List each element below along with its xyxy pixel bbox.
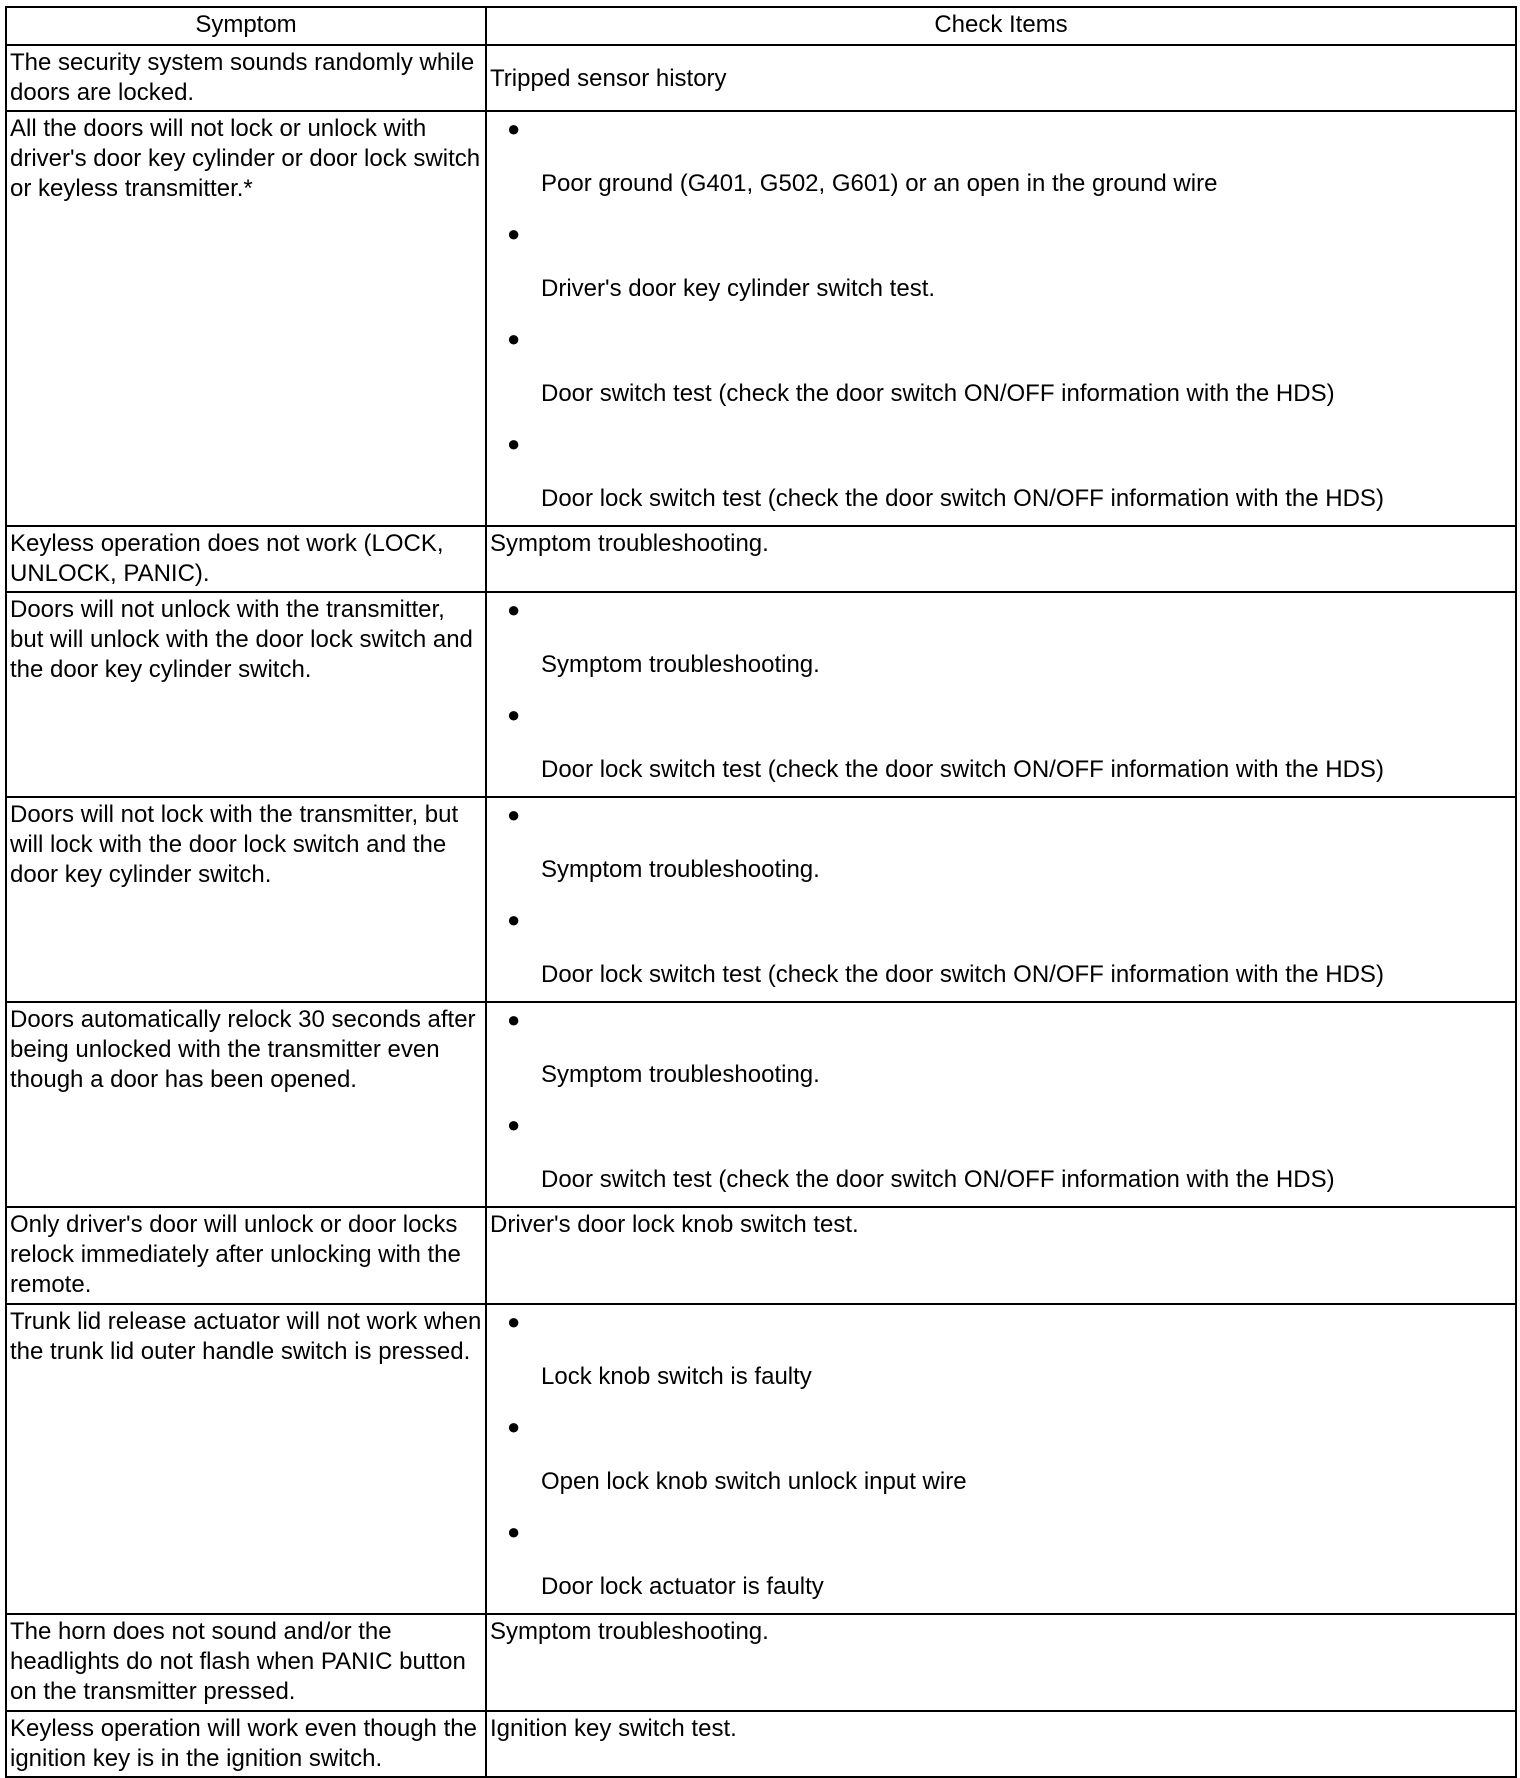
table-row bbox=[6, 592, 1516, 797]
list-item bbox=[490, 1412, 1512, 1517]
check-cell: Tripped sensor history bbox=[486, 45, 1516, 111]
symptom-cell: The horn does not sound and/or the headlights do not flash when PANIC button on the transmitter pressed. bbox=[6, 1614, 486, 1711]
bullet-icon: ● bbox=[507, 907, 521, 932]
check-bullet-list bbox=[490, 1005, 1512, 1206]
check-item-text: Door lock actuator is faulty bbox=[541, 1573, 824, 1600]
check-item-text: Driver's door key cylinder switch test. bbox=[541, 275, 936, 302]
bullet-icon: ● bbox=[507, 597, 521, 622]
table-row bbox=[6, 1207, 1516, 1304]
symptom-cell: All the doors will not lock or unlock with driver's door key cylinder or door lock switch or keyless transmitter.* bbox=[6, 111, 486, 526]
check-item-text: Door switch test (check the door switch ON/OFF information with the HDS) bbox=[541, 1166, 1335, 1193]
check-item-text: Lock knob switch is faulty bbox=[541, 1363, 812, 1390]
table-row bbox=[6, 1711, 1516, 1777]
list-item bbox=[490, 1005, 1512, 1110]
symptom-cell: Doors will not lock with the transmitter, but will lock with the door lock switch and the door key cylinder switch. bbox=[6, 797, 486, 1002]
check-cell bbox=[486, 1304, 1516, 1614]
header-check-items: Check Items bbox=[486, 7, 1516, 45]
check-item-text: Symptom troubleshooting. bbox=[541, 1061, 820, 1088]
bullet-icon: ● bbox=[507, 802, 521, 827]
table-row bbox=[6, 45, 1516, 111]
table-row bbox=[6, 111, 1516, 526]
list-item bbox=[490, 429, 1512, 525]
list-item bbox=[490, 1307, 1512, 1412]
bullet-icon: ● bbox=[507, 116, 521, 141]
check-cell bbox=[486, 797, 1516, 1002]
check-item-text: Symptom troubleshooting. bbox=[541, 856, 820, 883]
check-item-text: Door switch test (check the door switch ON/OFF information with the HDS) bbox=[541, 380, 1335, 407]
symptom-cell: Doors will not unlock with the transmitter, but will unlock with the door lock switch and the door key cylinder switch. bbox=[6, 592, 486, 797]
symptom-cell: The security system sounds randomly while doors are locked. bbox=[6, 45, 486, 111]
check-cell bbox=[486, 1002, 1516, 1207]
check-item-text: Open lock knob switch unlock input wire bbox=[541, 1468, 967, 1495]
check-cell bbox=[486, 592, 1516, 797]
check-item-text: Door lock switch test (check the door switch ON/OFF information with the HDS) bbox=[541, 756, 1384, 783]
check-item-text: Door lock switch test (check the door switch ON/OFF information with the HDS) bbox=[541, 961, 1384, 988]
symptom-cell: Keyless operation does not work (LOCK, UNLOCK, PANIC). bbox=[6, 526, 486, 592]
bullet-icon: ● bbox=[507, 221, 521, 246]
troubleshooting-table bbox=[5, 6, 1517, 1778]
check-item-text: Symptom troubleshooting. bbox=[541, 651, 820, 678]
check-bullet-list bbox=[490, 595, 1512, 796]
check-bullet-list bbox=[490, 114, 1512, 525]
table-row bbox=[6, 526, 1516, 592]
table-row bbox=[6, 1002, 1516, 1207]
check-cell: Symptom troubleshooting. bbox=[486, 526, 1516, 592]
check-item-text: Poor ground (G401, G502, G601) or an open in the ground wire bbox=[541, 170, 1218, 197]
check-cell: Driver's door lock knob switch test. bbox=[486, 1207, 1516, 1304]
bullet-icon: ● bbox=[507, 1112, 521, 1137]
symptom-cell: Doors automatically relock 30 seconds after being unlocked with the transmitter even though a door has been opened. bbox=[6, 1002, 486, 1207]
bullet-icon: ● bbox=[507, 1414, 521, 1439]
symptom-cell: Only driver's door will unlock or door locks relock immediately after unlocking with the remote. bbox=[6, 1207, 486, 1304]
bullet-icon: ● bbox=[507, 326, 521, 351]
check-cell bbox=[486, 111, 1516, 526]
bullet-icon: ● bbox=[507, 1309, 521, 1334]
bullet-icon: ● bbox=[507, 431, 521, 456]
list-item bbox=[490, 219, 1512, 324]
header-symptom: Symptom bbox=[6, 7, 486, 45]
check-item-text: Door lock switch test (check the door switch ON/OFF information with the HDS) bbox=[541, 485, 1384, 512]
list-item bbox=[490, 700, 1512, 796]
table-row bbox=[6, 797, 1516, 1002]
bullet-icon: ● bbox=[507, 1519, 521, 1544]
bullet-icon: ● bbox=[507, 1007, 521, 1032]
list-item bbox=[490, 1110, 1512, 1206]
list-item bbox=[490, 324, 1512, 429]
bullet-icon: ● bbox=[507, 702, 521, 727]
symptom-cell: Keyless operation will work even though the ignition key is in the ignition switch. bbox=[6, 1711, 486, 1777]
list-item bbox=[490, 1517, 1512, 1613]
check-bullet-list bbox=[490, 1307, 1512, 1613]
table-row bbox=[6, 1614, 1516, 1711]
list-item bbox=[490, 905, 1512, 1001]
list-item bbox=[490, 800, 1512, 905]
check-cell: Ignition key switch test. bbox=[486, 1711, 1516, 1777]
symptom-cell: Trunk lid release actuator will not work when the trunk lid outer handle switch is pressed. bbox=[6, 1304, 486, 1614]
list-item bbox=[490, 595, 1512, 700]
list-item bbox=[490, 114, 1512, 219]
table-header-row bbox=[6, 7, 1516, 45]
check-bullet-list bbox=[490, 800, 1512, 1001]
check-cell: Symptom troubleshooting. bbox=[486, 1614, 1516, 1711]
table-row bbox=[6, 1304, 1516, 1614]
